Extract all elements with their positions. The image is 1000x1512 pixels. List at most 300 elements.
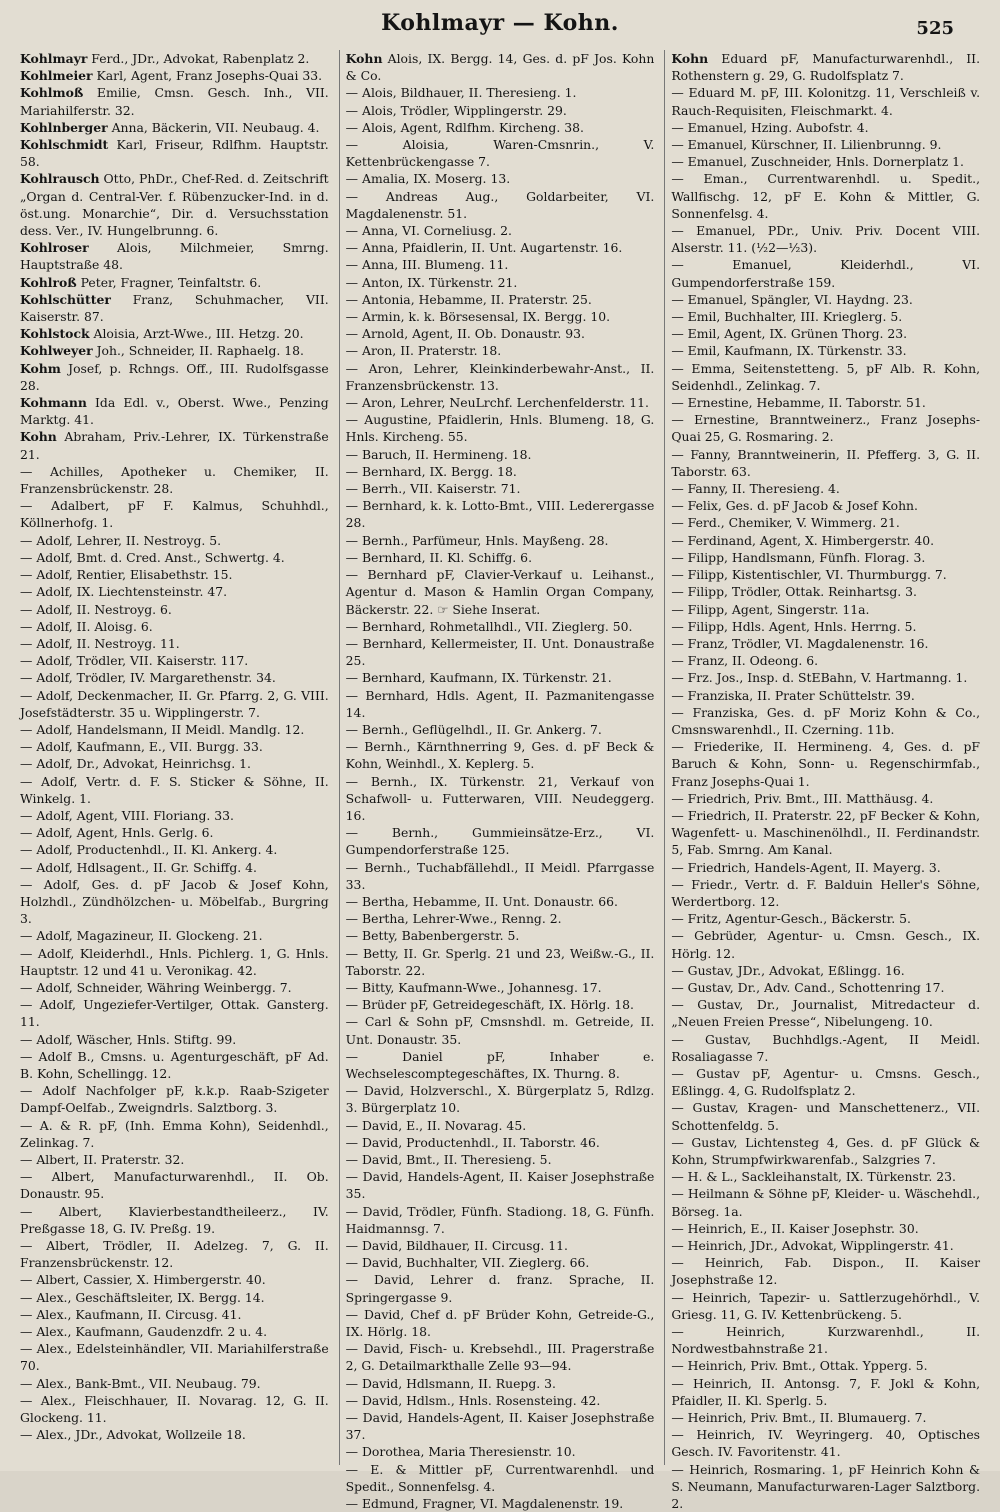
directory-entry bbox=[346, 1340, 655, 1374]
entry-text: — Friederike, II. Hermineng. 4, Ges. d. pF Baruch & Kohn, Sonn- u. Regenschirmfab., Franz Josephs-Quai 1. bbox=[671, 739, 981, 789]
directory-entry bbox=[20, 738, 329, 755]
entry-text: — Betty, Babenbergerstr. 5. bbox=[345, 928, 520, 944]
directory-entry bbox=[671, 1134, 980, 1168]
column-left bbox=[16, 50, 333, 1465]
entry-text: — Emanuel, PDr., Univ. Priv. Docent VIII. Alserstr. 11. (½2—½3). bbox=[671, 223, 981, 256]
entry-text: — Andreas Aug., Goldarbeiter, VI. Magdalenenstr. 51. bbox=[345, 188, 655, 221]
directory-entry bbox=[346, 1134, 655, 1151]
directory-entry bbox=[20, 583, 329, 600]
entry-text: — Alois, Agent, Rdlfhm. Kircheng. 38. bbox=[345, 119, 584, 135]
directory-entry bbox=[346, 979, 655, 996]
directory-entry bbox=[346, 824, 655, 858]
directory-entry bbox=[20, 1168, 329, 1202]
directory-entry bbox=[20, 463, 329, 497]
entry-text: — Aron, Lehrer, Kleinkinderbewahr-Anst., II. Franzensbrückenstr. 13. bbox=[345, 360, 655, 393]
entry-text: — Bernh., Kärnthnerring 9, Ges. d. pF Beck & Kohn, Weinhdl., X. Keplerg. 5. bbox=[345, 739, 655, 772]
directory-entry bbox=[346, 1306, 655, 1340]
directory-entry bbox=[346, 274, 655, 291]
directory-entry bbox=[346, 1013, 655, 1047]
directory-entry bbox=[671, 360, 980, 394]
entry-text: — Emanuel, Spängler, VI. Haydng. 23. bbox=[671, 291, 913, 307]
entry-surname: Kohlschütter bbox=[20, 291, 111, 307]
entry-text: — Heinrich, Priv. Bmt., II. Blumauerg. 7. bbox=[671, 1410, 927, 1426]
entry-text: — Adolf, Handelsmann, II Meidl. Mandlg. 12. bbox=[20, 721, 305, 737]
directory-entry bbox=[346, 480, 655, 497]
entry-text: — Antonia, Hebamme, II. Praterstr. 25. bbox=[345, 291, 592, 307]
entry-text: — Adolf, Kleiderhdl., Hnls. Pichlerg. 1, G. Hnls. Hauptstr. 12 und 41 u. Veronikag. 42. bbox=[20, 945, 329, 978]
directory-entry bbox=[671, 1461, 980, 1512]
entry-text: Ferd., JDr., Advokat, Rabenplatz 2. bbox=[87, 51, 310, 66]
entry-text: — Filipp, Hdls. Agent, Hnls. Herrng. 5. bbox=[671, 618, 917, 634]
entry-text: — Felix, Ges. d. pF Jacob & Josef Kohn. bbox=[671, 498, 918, 514]
directory-entry bbox=[346, 463, 655, 480]
entry-text: — Augustine, Pfaidlerin, Hnls. Blumeng. 18, G. Hnls. Kircheng. 55. bbox=[345, 412, 655, 445]
directory-entry bbox=[20, 1392, 329, 1426]
entry-text: — Adalbert, pF F. Kalmus, Schuhhdl., Köllnerhofg. 1. bbox=[20, 498, 329, 531]
entry-text: Emilie, Cmsn. Gesch. Inh., VII. Mariahilferstr. 32. bbox=[20, 85, 329, 118]
directory-entry bbox=[20, 136, 329, 170]
directory-entry bbox=[20, 342, 329, 359]
entry-text: — David, Buchhalter, VII. Zieglerg. 66. bbox=[345, 1255, 590, 1271]
entry-text: — Gustav, JDr., Advokat, Eßlingg. 16. bbox=[671, 962, 905, 978]
entry-surname: Kohlnberger bbox=[20, 119, 108, 135]
directory-entry bbox=[20, 1340, 329, 1374]
directory-entry bbox=[20, 1271, 329, 1288]
entry-text: — Daniel pF, Inhaber e. Wechselescomptegeschäftes, IX. Thurng. 8. bbox=[345, 1048, 655, 1081]
entry-surname: Kohm bbox=[20, 360, 61, 376]
entry-text: Josef, p. Rchngs. Off., III. Rudolfsgasse 28. bbox=[20, 360, 329, 393]
directory-entry bbox=[346, 170, 655, 187]
entry-text: — David, Hdlsmann, II. Ruepg. 3. bbox=[345, 1375, 556, 1391]
directory-entry bbox=[346, 549, 655, 566]
directory-entry bbox=[346, 635, 655, 669]
entry-text: — Heinrich, II. Antonsg. 7, F. Jokl & Kohn, Pfaidler, II. Kl. Sperlg. 5. bbox=[671, 1375, 981, 1408]
directory-entry bbox=[671, 566, 980, 583]
directory-entry bbox=[671, 549, 980, 566]
entry-text: — Adolf Nachfolger pF, k.k.p. Raab-Szigeter Dampf-Oelfab., Zweigndrls. Salztborg. 3. bbox=[20, 1083, 329, 1116]
directory-entry bbox=[20, 1151, 329, 1168]
directory-entry bbox=[20, 360, 329, 394]
entry-surname: Kohlroß bbox=[20, 274, 77, 290]
entry-text: — Anna, VI. Corneliusg. 2. bbox=[345, 223, 512, 239]
entry-text: — Aloisia, Waren-Cmsnrin., V. Kettenbrückengasse 7. bbox=[345, 137, 655, 170]
directory-entry bbox=[671, 480, 980, 497]
directory-entry bbox=[346, 411, 655, 445]
directory-entry bbox=[671, 1065, 980, 1099]
entry-text: — Alex., Kaufmann, Gaudenzdfr. 2 u. 4. bbox=[20, 1324, 268, 1340]
entry-text: — Baruch, II. Hermineng. 18. bbox=[345, 446, 532, 462]
entry-text: — Edmund, Fragner, VI. Magdalenenstr. 19. bbox=[345, 1496, 624, 1512]
entry-text: — Emil, Buchhalter, III. Krieglerg. 5. bbox=[671, 309, 903, 325]
directory-entry bbox=[671, 669, 980, 686]
entry-text: — David, Lehrer d. franz. Sprache, II. Springergasse 9. bbox=[345, 1272, 655, 1305]
directory-entry bbox=[671, 256, 980, 290]
directory-entry bbox=[671, 601, 980, 618]
entry-text: — Gebrüder, Agentur- u. Cmsn. Gesch., IX. Hörlg. 12. bbox=[671, 928, 981, 961]
entry-text: — Heinrich, Fab. Dispon., II. Kaiser Josephstraße 12. bbox=[671, 1255, 981, 1288]
directory-entry bbox=[671, 704, 980, 738]
entry-text: — Heinrich, Tapezir- u. Sattlerzugehörhdl., V. Griesg. 11, G. IV. Kettenbrückeng. 5. bbox=[671, 1289, 981, 1322]
entry-text: — Friedrich, Handels-Agent, II. Mayerg. 3. bbox=[671, 859, 941, 875]
directory-entry bbox=[346, 325, 655, 342]
directory-entry bbox=[20, 687, 329, 721]
directory-entry bbox=[20, 601, 329, 618]
entry-text: — Armin, k. k. Börsesensal, IX. Bergg. 10. bbox=[345, 309, 611, 325]
directory-entry bbox=[346, 84, 655, 101]
directory-entry bbox=[346, 618, 655, 635]
directory-entry bbox=[671, 1099, 980, 1133]
directory-entry bbox=[671, 532, 980, 549]
entry-text: — Achilles, Apotheker u. Chemiker, II. Franzensbrückenstr. 28. bbox=[20, 463, 329, 497]
entry-text: — Emanuel, Kleiderhdl., VI. Gumpendorferstraße 159. bbox=[671, 257, 981, 290]
entry-text: — H. & L., Sackleihanstalt, IX. Türkenstr. 23. bbox=[671, 1169, 956, 1185]
entry-text: — Bernhard, Rohmetallhdl., VII. Zieglerg. 50. bbox=[345, 618, 633, 634]
columns bbox=[16, 50, 984, 1512]
entry-text: — Adolf, Productenhdl., II. Kl. Ankerg. 4. bbox=[20, 842, 278, 858]
directory-entry bbox=[20, 274, 329, 291]
directory-entry bbox=[671, 497, 980, 514]
entry-text: — Emanuel, Kürschner, II. Lilienbrunng. 9. bbox=[671, 137, 942, 153]
directory-entry bbox=[20, 824, 329, 841]
entry-text: — Adolf, Wäscher, Hnls. Stiftg. 99. bbox=[20, 1031, 237, 1047]
directory-entry bbox=[20, 325, 329, 342]
entry-text: — Franz, Trödler, VI. Magdalenenstr. 16. bbox=[671, 635, 929, 651]
directory-entry bbox=[20, 291, 329, 325]
directory-entry bbox=[20, 721, 329, 738]
entry-text: — Adolf, Bmt. d. Cred. Anst., Schwertg. 4. bbox=[20, 549, 285, 565]
directory-entry bbox=[346, 669, 655, 686]
directory-entry bbox=[671, 84, 980, 118]
directory-entry bbox=[671, 1409, 980, 1426]
directory-entry bbox=[20, 67, 329, 84]
directory-entry bbox=[20, 549, 329, 566]
entry-text: Aloisia, Arzt-Wwe., III. Hetzg. 20. bbox=[89, 326, 304, 342]
entry-text: — Emma, Seitenstetteng. 5, pF Alb. R. Kohn, Seidenhdl., Zelinkag. 7. bbox=[671, 360, 981, 393]
entry-text: Eduard pF, Manufacturwarenhdl., II. Rothenstern g. 29, G. Rudolfsplatz 7. bbox=[671, 51, 981, 84]
entry-text: — Eduard M. pF, III. Kolonitzg. 11, Verschleiß v. Rauch-Requisiten, Fleischmarkt. 4. bbox=[671, 85, 981, 118]
entry-surname: Kohlschmidt bbox=[20, 137, 109, 153]
entry-text: — Alois, Bildhauer, II. Theresieng. 1. bbox=[345, 85, 577, 101]
entry-text: — Albert, II. Praterstr. 32. bbox=[20, 1152, 185, 1167]
directory-entry bbox=[346, 342, 655, 359]
entry-text: — Bernh., Tuchabfällehdl., II Meidl. Pfarrgasse 33. bbox=[345, 859, 655, 892]
directory-entry bbox=[346, 1117, 655, 1134]
entry-text: — Berrh., VII. Kaiserstr. 71. bbox=[345, 481, 521, 497]
directory-entry bbox=[346, 532, 655, 549]
entry-text: — Emanuel, Zuschneider, Hnls. Dornerplatz 1. bbox=[671, 154, 964, 170]
entry-text: — David, Fisch- u. Krebsehdl., III. Pragerstraße 2, G. Detailmarkthalle Zelle 93—94. bbox=[345, 1341, 655, 1374]
entry-text: — Ernestine, Hebamme, II. Taborstr. 51. bbox=[671, 395, 926, 411]
directory-entry bbox=[20, 170, 329, 239]
directory-entry bbox=[346, 945, 655, 979]
directory-entry bbox=[346, 239, 655, 256]
entry-text: — Franz, II. Odeong. 6. bbox=[671, 653, 819, 669]
directory-entry bbox=[671, 222, 980, 256]
entry-text: — Ferdinand, Agent, X. Himbergerstr. 40. bbox=[671, 532, 935, 548]
directory-entry bbox=[346, 394, 655, 411]
directory-entry bbox=[346, 1048, 655, 1082]
directory-entry bbox=[671, 859, 980, 876]
directory-entry bbox=[20, 841, 329, 858]
entry-text: — Alex., Bank-Bmt., VII. Neubaug. 79. bbox=[20, 1375, 261, 1391]
directory-entry bbox=[20, 1237, 329, 1271]
directory-entry bbox=[671, 652, 980, 669]
entry-text: — David, Handels-Agent, II. Kaiser Josephstraße 35. bbox=[345, 1169, 655, 1202]
entry-text: — Gustav, Buchhdlgs.-Agent, II Meidl. Rosaliagasse 7. bbox=[671, 1031, 981, 1064]
entry-surname: Kohlstock bbox=[20, 326, 90, 342]
entry-text: — Anna, III. Blumeng. 11. bbox=[345, 257, 509, 273]
directory-entry bbox=[346, 1461, 655, 1495]
directory-entry bbox=[346, 1237, 655, 1254]
directory-entry bbox=[20, 618, 329, 635]
entry-text: — Adolf, II. Nestroyg. 6. bbox=[20, 601, 172, 617]
entry-text: — Heinrich, JDr., Advokat, Wipplingerstr. 41. bbox=[671, 1238, 954, 1254]
entry-text: — Adolf, Kaufmann, E., VII. Burgg. 33. bbox=[20, 739, 263, 755]
entry-text: — Fanny, II. Theresieng. 4. bbox=[671, 481, 840, 497]
directory-entry bbox=[346, 996, 655, 1013]
entry-text: — Adolf, Ungeziefer-Vertilger, Ottak. Gansterg. 11. bbox=[20, 997, 329, 1030]
entry-text: — Anna, Pfaidlerin, II. Unt. Augartenstr. 16. bbox=[345, 240, 623, 256]
directory-entry bbox=[20, 945, 329, 979]
entry-text: — Bertha, Hebamme, II. Unt. Donaustr. 66. bbox=[345, 893, 618, 909]
directory-entry bbox=[20, 119, 329, 136]
directory-entry bbox=[20, 428, 329, 462]
entry-text: — Bernhard, k. k. Lotto-Bmt., VIII. Lederergasse 28. bbox=[345, 498, 655, 531]
directory-entry bbox=[346, 1254, 655, 1271]
directory-entry bbox=[20, 497, 329, 531]
entry-text: — David, Bildhauer, II. Circusg. 11. bbox=[345, 1238, 569, 1254]
entry-text: — Adolf, Trödler, IV. Margarethenstr. 34. bbox=[20, 670, 276, 686]
entry-text: — Adolf, II. Aloisg. 6. bbox=[20, 618, 153, 634]
entry-text: — Ferd., Chemiker, V. Wimmerg. 21. bbox=[671, 515, 900, 531]
entry-text: — Filipp, Handlsmann, Fünfh. Florag. 3. bbox=[671, 549, 926, 565]
directory-entry bbox=[346, 256, 655, 273]
directory-entry bbox=[671, 446, 980, 480]
entry-text: — Adolf, II. Nestroyg. 11. bbox=[20, 635, 180, 651]
entry-text: — Heilmann & Söhne pF, Kleider- u. Wäschehdl., Börseg. 1a. bbox=[671, 1186, 981, 1219]
entry-text: — Aron, II. Praterstr. 18. bbox=[345, 343, 502, 359]
directory-entry bbox=[20, 239, 329, 273]
directory-entry bbox=[346, 1168, 655, 1202]
entry-text: — Franziska, II. Prater Schüttelstr. 39. bbox=[671, 687, 915, 703]
entry-text: — Bernh., Parfümeur, Hnls. Mayßeng. 28. bbox=[345, 532, 609, 548]
entry-text: — Bernhard, II. Kl. Schiffg. 6. bbox=[345, 549, 533, 565]
directory-entry bbox=[346, 119, 655, 136]
directory-entry bbox=[20, 1426, 329, 1443]
column-middle bbox=[339, 50, 659, 1512]
directory-entry bbox=[346, 859, 655, 893]
entry-text: — Friedr., Vertr. d. F. Balduin Heller's Söhne, Werdertborg. 12. bbox=[671, 876, 981, 909]
entry-text: Joh., Schneider, II. Raphaelg. 18. bbox=[92, 343, 304, 359]
entry-text: — David, Hdlsm., Hnls. Rosensteing. 42. bbox=[345, 1392, 601, 1408]
directory-entry bbox=[671, 738, 980, 790]
directory-entry bbox=[671, 342, 980, 359]
entry-text: — Dorothea, Maria Theresienstr. 10. bbox=[345, 1444, 576, 1460]
entry-text: — Heinrich, Rosmaring. 1, pF Heinrich Kohn & S. Neumann, Manufacturwaren-Lager Salztborg. 2. bbox=[671, 1461, 981, 1512]
directory-entry bbox=[20, 84, 329, 118]
entry-text: — Alex., Fleischhauer, II. Novarag. 12, G. II. Glockeng. 11. bbox=[20, 1392, 329, 1426]
directory-entry bbox=[671, 635, 980, 652]
entry-text: — Adolf, Agent, VIII. Floriang. 33. bbox=[20, 807, 234, 823]
directory-entry bbox=[671, 308, 980, 325]
entry-text: — Gustav, Lichtensteg 4, Ges. d. pF Glück & Kohn, Strumpfwirkwarenfab., Salzgries 7. bbox=[671, 1134, 981, 1167]
entry-text: — Albert, Manufacturwarenhdl., II. Ob. Donaustr. 95. bbox=[20, 1169, 329, 1202]
entry-text: — David, E., II. Novarag. 45. bbox=[345, 1117, 527, 1133]
entry-text: — David, Holzverschl., X. Bürgerplatz 5, Rdlzg. 3. Bürgerplatz 10. bbox=[345, 1083, 655, 1116]
directory-entry bbox=[20, 1048, 329, 1082]
directory-entry bbox=[346, 773, 655, 825]
directory-entry bbox=[671, 618, 980, 635]
directory-entry bbox=[671, 325, 980, 342]
entry-text: — Amalia, IX. Moserg. 13. bbox=[345, 171, 511, 187]
entry-text: — Adolf, Magazineur, II. Glockeng. 21. bbox=[20, 928, 263, 944]
entry-text: — Bernhard, Kellermeister, II. Unt. Donaustraße 25. bbox=[345, 635, 655, 669]
entry-text: — Anton, IX. Türkenstr. 21. bbox=[345, 274, 518, 290]
directory-entry bbox=[671, 807, 980, 859]
column-right bbox=[664, 50, 984, 1512]
directory-entry bbox=[346, 1375, 655, 1392]
entry-text: Karl, Agent, Franz Josephs-Quai 33. bbox=[92, 68, 323, 84]
directory-entry bbox=[346, 910, 655, 927]
entry-text: — Alois, Trödler, Wipplingerstr. 29. bbox=[345, 102, 567, 118]
entry-text: — Adolf, Dr., Advokat, Heinrichsg. 1. bbox=[20, 756, 251, 772]
directory-entry bbox=[346, 1392, 655, 1409]
entry-text: — Aron, Lehrer, NeuLrchf. Lerchenfelderstr. 11. bbox=[345, 395, 649, 411]
directory-entry bbox=[346, 721, 655, 738]
directory-entry bbox=[20, 50, 329, 67]
directory-entry bbox=[671, 876, 980, 910]
directory-entry bbox=[20, 1323, 329, 1340]
entry-text: — Fanny, Branntweinerin, II. Pfefferg. 3, G. II. Taborstr. 63. bbox=[671, 446, 981, 479]
directory-entry bbox=[346, 1151, 655, 1168]
entry-text: — Carl & Sohn pF, Cmsnshdl. m. Getreide, II. Unt. Donaustr. 35. bbox=[345, 1014, 655, 1047]
entry-text: — Filipp, Agent, Singerstr. 11a. bbox=[671, 601, 870, 617]
directory-entry bbox=[671, 583, 980, 600]
directory-entry bbox=[20, 755, 329, 772]
directory-entry bbox=[20, 1203, 329, 1237]
entry-surname: Kohlmoß bbox=[20, 85, 84, 101]
entry-text: — Albert, Cassier, X. Himbergerstr. 40. bbox=[20, 1272, 266, 1288]
directory-entry bbox=[346, 927, 655, 944]
directory-entry bbox=[346, 1271, 655, 1305]
entry-text: — Bitty, Kaufmann-Wwe., Johannesg. 17. bbox=[345, 979, 602, 995]
entry-text: — Eman., Currentwarenhdl. u. Spedit., Wallfischg. 12, pF E. Kohn & Mittler, G. Sonnenfelsg. 4. bbox=[671, 171, 981, 221]
directory-entry bbox=[346, 222, 655, 239]
directory-entry bbox=[20, 1117, 329, 1151]
directory-entry bbox=[346, 188, 655, 222]
directory-entry bbox=[20, 996, 329, 1030]
entry-text: — David, Bmt., II. Theresieng. 5. bbox=[345, 1152, 552, 1167]
directory-entry bbox=[346, 360, 655, 394]
entry-text: — David, Handels-Agent, II. Kaiser Josephstraße 37. bbox=[345, 1410, 655, 1443]
entry-text: — Bernh., Gummieinsätze-Erz., VI. Gumpendorferstraße 125. bbox=[345, 825, 655, 858]
entry-text: — Emanuel, Hzing. Aubofstr. 4. bbox=[671, 119, 869, 135]
entry-text: — Franziska, Ges. d. pF Moriz Kohn & Co., Cmsnswarenhdl., II. Czerning. 11b. bbox=[671, 704, 981, 737]
entry-text: — Friedrich, Priv. Bmt., III. Matthäusg. 4. bbox=[671, 790, 934, 806]
directory-entry bbox=[346, 308, 655, 325]
entry-text: Franz, Schuhmacher, VII. Kaiserstr. 87. bbox=[20, 291, 329, 325]
entry-text: — David, Trödler, Fünfh. Stadiong. 18, G. Fünfh. Haidmannsg. 7. bbox=[345, 1203, 655, 1236]
entry-text: — Filipp, Trödler, Ottak. Reinhartsg. 3. bbox=[671, 584, 917, 600]
entry-text: — David, Chef d. pF Brüder Kohn, Getreide-G., IX. Hörlg. 18. bbox=[345, 1306, 655, 1340]
entry-text: — Emil, Kaufmann, IX. Türkenstr. 33. bbox=[671, 343, 907, 359]
directory-entry bbox=[20, 669, 329, 686]
directory-entry bbox=[671, 291, 980, 308]
entry-text: Peter, Fragner, Teinfaltstr. 6. bbox=[76, 274, 262, 290]
entry-text: — Bertha, Lehrer-Wwe., Renng. 2. bbox=[345, 911, 562, 927]
entry-text: — Alex., Kaufmann, II. Circusg. 41. bbox=[20, 1306, 242, 1322]
entry-text: — Adolf B., Cmsns. u. Agenturgeschäft, pF Ad. B. Kohn, Schellingg. 12. bbox=[20, 1048, 329, 1081]
directory-entry bbox=[671, 910, 980, 927]
directory-entry bbox=[671, 170, 980, 222]
directory-entry bbox=[20, 1289, 329, 1306]
directory-entry bbox=[671, 1375, 980, 1409]
entry-text: — Bernhard, Hdls. Agent, II. Pazmanitengasse 14. bbox=[345, 687, 655, 720]
directory-entry bbox=[671, 927, 980, 961]
entry-text: — Heinrich, Kurzwarenhdl., II. Nordwestbahnstraße 21. bbox=[671, 1324, 981, 1357]
page-title: Kohlmayr — Kohn. bbox=[381, 10, 619, 36]
directory-entry bbox=[20, 1306, 329, 1323]
entry-text: — Albert, Klavierbestandtheileerz., IV. Preßgasse 18, G. IV. Preßg. 19. bbox=[20, 1203, 329, 1236]
directory-entry bbox=[20, 635, 329, 652]
entry-text: — Adolf, Ges. d. pF Jacob & Josef Kohn, Holzhdl., Zündhölzchen- u. Möbelfab., Burgring 3. bbox=[20, 876, 329, 927]
directory-entry bbox=[346, 1082, 655, 1116]
entry-surname: Kohlmeier bbox=[20, 68, 93, 84]
directory-entry bbox=[671, 1323, 980, 1357]
entry-text: — Adolf, Vertr. d. F. S. Sticker & Söhne, II. Winkelg. 1. bbox=[20, 773, 329, 806]
directory-entry bbox=[20, 807, 329, 824]
entry-text: Abraham, Priv.-Lehrer, IX. Türkenstraße 21. bbox=[20, 429, 329, 462]
entry-text: — Alex., Geschäftsleiter, IX. Bergg. 14. bbox=[20, 1289, 265, 1305]
directory-entry bbox=[346, 738, 655, 772]
directory-entry bbox=[671, 1185, 980, 1219]
directory-entry bbox=[20, 876, 329, 928]
directory-entry bbox=[671, 687, 980, 704]
entry-text: — Bernhard, Kaufmann, IX. Türkenstr. 21. bbox=[345, 670, 612, 686]
entry-text: — Fritz, Agentur-Gesch., Bäckerstr. 5. bbox=[671, 911, 911, 927]
entry-text: — Albert, Trödler, II. Adelzeg. 7, G. II. Franzensbrückenstr. 12. bbox=[20, 1238, 329, 1271]
directory-entry bbox=[20, 773, 329, 807]
directory-entry bbox=[20, 1031, 329, 1048]
directory-entry bbox=[671, 1289, 980, 1323]
directory-entry bbox=[671, 996, 980, 1030]
directory-entry bbox=[346, 566, 655, 618]
entry-text: — Friedrich, II. Praterstr. 22, pF Becker & Kohn, Wagenfett- u. Maschinenölhdl., II. Ferdinandstr. 5, Fab. Smrng. Am Kanal. bbox=[671, 807, 981, 858]
entry-surname: Kohlrausch bbox=[20, 171, 100, 187]
directory-entry bbox=[20, 394, 329, 428]
directory-entry bbox=[346, 687, 655, 721]
entry-text: Alois, Milchmeier, Smrng. Hauptstraße 48. bbox=[20, 240, 329, 273]
entry-text: — Gustav, Dr., Journalist, Mitredacteur d. „Neuen Freien Presse“, Nibelungeng. 10. bbox=[671, 997, 981, 1030]
entry-text: Anna, Bäckerin, VII. Neubaug. 4. bbox=[107, 119, 320, 135]
entry-surname: Kohn bbox=[671, 51, 709, 66]
directory-entry bbox=[20, 859, 329, 876]
directory-entry bbox=[20, 566, 329, 583]
entry-surname: Kohmann bbox=[20, 395, 87, 411]
directory-entry bbox=[671, 1357, 980, 1374]
entry-text: — Gustav pF, Agentur- u. Cmsns. Gesch., Eßlingg. 4, G. Rudolfsplatz 2. bbox=[671, 1065, 981, 1099]
directory-entry bbox=[346, 50, 655, 84]
directory-entry bbox=[671, 790, 980, 807]
entry-text: — Bernh., IX. Türkenstr. 21, Verkauf von Schafwoll- u. Futterwaren, VIII. Neudeggerg. 16. bbox=[345, 773, 655, 823]
entry-text: — Heinrich, IV. Weyringerg. 40, Optisches Gesch. IV. Favoritenstr. 41. bbox=[671, 1427, 981, 1460]
directory-entry bbox=[671, 394, 980, 411]
entry-text: — Gustav, Kragen- und Manschettenerz., VII. Schottenfeldg. 5. bbox=[671, 1100, 981, 1133]
entry-text: — E. & Mittler pF, Currentwarenhdl. und Spedit., Sonnenfelsg. 4. bbox=[345, 1461, 655, 1494]
directory-entry bbox=[671, 1168, 980, 1185]
entry-surname: Kohlweyer bbox=[20, 343, 93, 359]
entry-text: — Filipp, Kistentischler, VI. Thurmburgg. 7. bbox=[671, 567, 947, 583]
